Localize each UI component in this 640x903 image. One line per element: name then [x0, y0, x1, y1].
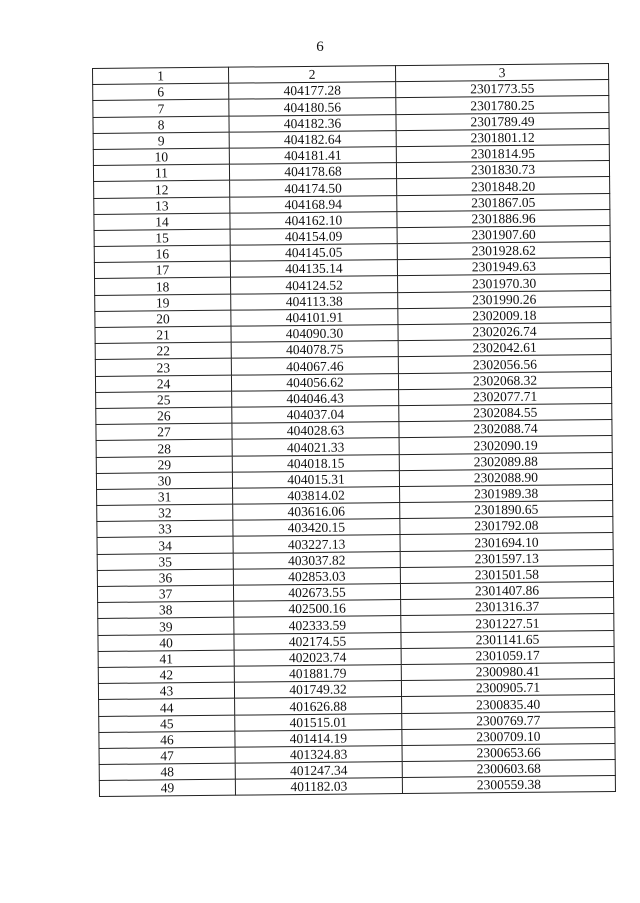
point-number-cell: 15 [94, 229, 230, 246]
y-coordinate-cell: 2301407.86 [400, 582, 613, 600]
x-coordinate-cell: 403420.15 [233, 519, 400, 537]
point-number-cell: 27 [96, 423, 232, 440]
x-coordinate-cell: 404046.43 [232, 389, 399, 407]
point-number-cell: 39 [98, 618, 234, 635]
y-coordinate-cell: 2302089.88 [399, 452, 612, 470]
x-coordinate-cell: 404145.05 [230, 244, 397, 262]
y-coordinate-cell: 2301141.65 [401, 630, 614, 648]
point-number-cell: 13 [94, 197, 230, 214]
y-coordinate-cell: 2300709.10 [402, 727, 615, 745]
point-number-cell: 19 [95, 294, 231, 311]
y-coordinate-cell: 2302077.71 [399, 387, 612, 405]
y-coordinate-cell: 2301928.62 [397, 242, 610, 260]
point-number-cell: 18 [95, 278, 231, 295]
point-number-cell: 22 [95, 342, 231, 359]
y-coordinate-cell: 2301989.38 [400, 484, 613, 502]
x-coordinate-cell: 402500.16 [234, 600, 401, 618]
x-coordinate-cell: 404168.94 [230, 195, 397, 213]
point-number-cell: 31 [97, 488, 233, 505]
point-number-cell: 6 [93, 83, 229, 100]
point-number-cell: 49 [99, 779, 235, 796]
header-cell-3: 3 [395, 64, 608, 82]
y-coordinate-cell: 2301501.58 [400, 565, 613, 583]
x-coordinate-cell: 401247.34 [235, 762, 402, 780]
y-coordinate-cell: 2301789.49 [396, 112, 609, 130]
point-number-cell: 37 [97, 585, 233, 602]
y-coordinate-cell: 2302068.32 [398, 371, 611, 389]
x-coordinate-cell: 402853.03 [233, 567, 400, 585]
point-number-cell: 45 [99, 715, 235, 732]
x-coordinate-cell: 404018.15 [232, 454, 399, 472]
y-coordinate-cell: 2301814.95 [396, 144, 609, 162]
point-number-cell: 14 [94, 213, 230, 230]
y-coordinate-cell: 2301970.30 [398, 274, 611, 292]
y-coordinate-cell: 2302026.74 [398, 323, 611, 341]
x-coordinate-cell: 404182.64 [229, 130, 396, 148]
x-coordinate-cell: 404028.63 [232, 422, 399, 440]
header-cell-1: 1 [93, 67, 229, 84]
y-coordinate-cell: 2301773.55 [396, 80, 609, 98]
point-number-cell: 32 [97, 504, 233, 521]
point-number-cell: 30 [96, 472, 232, 489]
x-coordinate-cell: 404135.14 [230, 260, 397, 278]
point-number-cell: 41 [98, 650, 234, 667]
x-coordinate-cell: 403814.02 [233, 486, 400, 504]
point-number-cell: 12 [94, 180, 230, 197]
y-coordinate-cell: 2300980.41 [401, 662, 614, 680]
x-coordinate-cell: 404090.30 [231, 325, 398, 343]
x-coordinate-cell: 404154.09 [230, 227, 397, 245]
x-coordinate-cell: 404101.91 [231, 308, 398, 326]
x-coordinate-cell: 402023.74 [234, 648, 401, 666]
point-number-cell: 40 [98, 634, 234, 651]
point-number-cell: 44 [99, 698, 235, 715]
page-number: 6 [316, 39, 324, 55]
x-coordinate-cell: 401182.03 [235, 778, 402, 796]
point-number-cell: 33 [97, 520, 233, 537]
y-coordinate-cell: 2300559.38 [402, 776, 615, 794]
y-coordinate-cell: 2301597.13 [400, 549, 613, 567]
point-number-cell: 38 [98, 601, 234, 618]
point-number-cell: 46 [99, 731, 235, 748]
point-number-cell: 36 [97, 569, 233, 586]
y-coordinate-cell: 2300905.71 [401, 679, 614, 697]
y-coordinate-cell: 2301848.20 [397, 177, 610, 195]
x-coordinate-cell: 404174.50 [230, 179, 397, 197]
y-coordinate-cell: 2302088.74 [399, 420, 612, 438]
point-number-cell: 24 [95, 375, 231, 392]
y-coordinate-cell: 2302088.90 [399, 468, 612, 486]
x-coordinate-cell: 404021.33 [232, 438, 399, 456]
x-coordinate-cell: 404181.41 [229, 147, 396, 165]
x-coordinate-cell: 401881.79 [234, 664, 401, 682]
y-coordinate-cell: 2302056.56 [398, 355, 611, 373]
x-coordinate-cell: 403227.13 [233, 535, 400, 553]
point-number-cell: 9 [93, 132, 229, 149]
point-number-cell: 29 [96, 456, 232, 473]
y-coordinate-cell: 2302084.55 [399, 403, 612, 421]
y-coordinate-cell: 2301780.25 [396, 96, 609, 114]
point-number-cell: 25 [96, 391, 232, 408]
x-coordinate-cell: 404162.10 [230, 211, 397, 229]
x-coordinate-cell: 404056.62 [231, 373, 398, 391]
point-number-cell: 7 [93, 100, 229, 117]
x-coordinate-cell: 404124.52 [231, 276, 398, 294]
y-coordinate-cell: 2301949.63 [397, 258, 610, 276]
x-coordinate-cell: 404015.31 [232, 470, 399, 488]
y-coordinate-cell: 2301227.51 [401, 614, 614, 632]
y-coordinate-cell: 2301886.96 [397, 209, 610, 227]
x-coordinate-cell: 404182.36 [229, 114, 396, 132]
x-coordinate-cell: 404113.38 [231, 292, 398, 310]
x-coordinate-cell: 402174.55 [234, 632, 401, 650]
coordinates-table [92, 63, 616, 797]
point-number-cell: 21 [95, 326, 231, 343]
x-coordinate-cell: 404078.75 [231, 341, 398, 359]
x-coordinate-cell: 404177.28 [229, 82, 396, 100]
x-coordinate-cell: 404178.68 [229, 163, 396, 181]
point-number-cell: 35 [97, 553, 233, 570]
x-coordinate-cell: 404037.04 [232, 406, 399, 424]
x-coordinate-cell: 401324.83 [235, 745, 402, 763]
point-number-cell: 17 [94, 261, 230, 278]
point-number-cell: 47 [99, 747, 235, 764]
y-coordinate-cell: 2301792.08 [400, 517, 613, 535]
x-coordinate-cell: 402673.55 [233, 584, 400, 602]
point-number-cell: 34 [97, 537, 233, 554]
y-coordinate-cell: 2302009.18 [398, 306, 611, 324]
y-coordinate-cell: 2302042.61 [398, 339, 611, 357]
y-coordinate-cell: 2300603.68 [402, 760, 615, 778]
header-cell-2: 2 [228, 66, 395, 84]
point-number-cell: 8 [93, 116, 229, 133]
point-number-cell: 16 [94, 245, 230, 262]
point-number-cell: 20 [95, 310, 231, 327]
y-coordinate-cell: 2302090.19 [399, 436, 612, 454]
y-coordinate-cell: 2301867.05 [397, 193, 610, 211]
y-coordinate-cell: 2300769.77 [402, 711, 615, 729]
y-coordinate-cell: 2301907.60 [397, 225, 610, 243]
y-coordinate-cell: 2301059.17 [401, 646, 614, 664]
y-coordinate-cell: 2300653.66 [402, 743, 615, 761]
point-number-cell: 43 [98, 682, 234, 699]
point-number-cell: 23 [95, 359, 231, 376]
y-coordinate-cell: 2301830.73 [396, 161, 609, 179]
x-coordinate-cell: 401414.19 [235, 729, 402, 747]
table-body [93, 64, 616, 797]
point-number-cell: 10 [93, 148, 229, 165]
x-coordinate-cell: 403616.06 [233, 503, 400, 521]
y-coordinate-cell: 2301990.26 [398, 290, 611, 308]
y-coordinate-cell: 2301890.65 [400, 501, 613, 519]
x-coordinate-cell: 401626.88 [235, 697, 402, 715]
y-coordinate-cell: 2301801.12 [396, 128, 609, 146]
x-coordinate-cell: 404067.46 [231, 357, 398, 375]
point-number-cell: 26 [96, 407, 232, 424]
point-number-cell: 42 [98, 666, 234, 683]
x-coordinate-cell: 402333.59 [234, 616, 401, 634]
y-coordinate-cell: 2301316.37 [401, 598, 614, 616]
y-coordinate-cell: 2301694.10 [400, 533, 613, 551]
point-number-cell: 28 [96, 439, 232, 456]
point-number-cell: 48 [99, 763, 235, 780]
x-coordinate-cell: 401515.01 [235, 713, 402, 731]
x-coordinate-cell: 401749.32 [234, 681, 401, 699]
x-coordinate-cell: 403037.82 [233, 551, 400, 569]
y-coordinate-cell: 2300835.40 [402, 695, 615, 713]
x-coordinate-cell: 404180.56 [229, 98, 396, 116]
point-number-cell: 11 [93, 164, 229, 181]
